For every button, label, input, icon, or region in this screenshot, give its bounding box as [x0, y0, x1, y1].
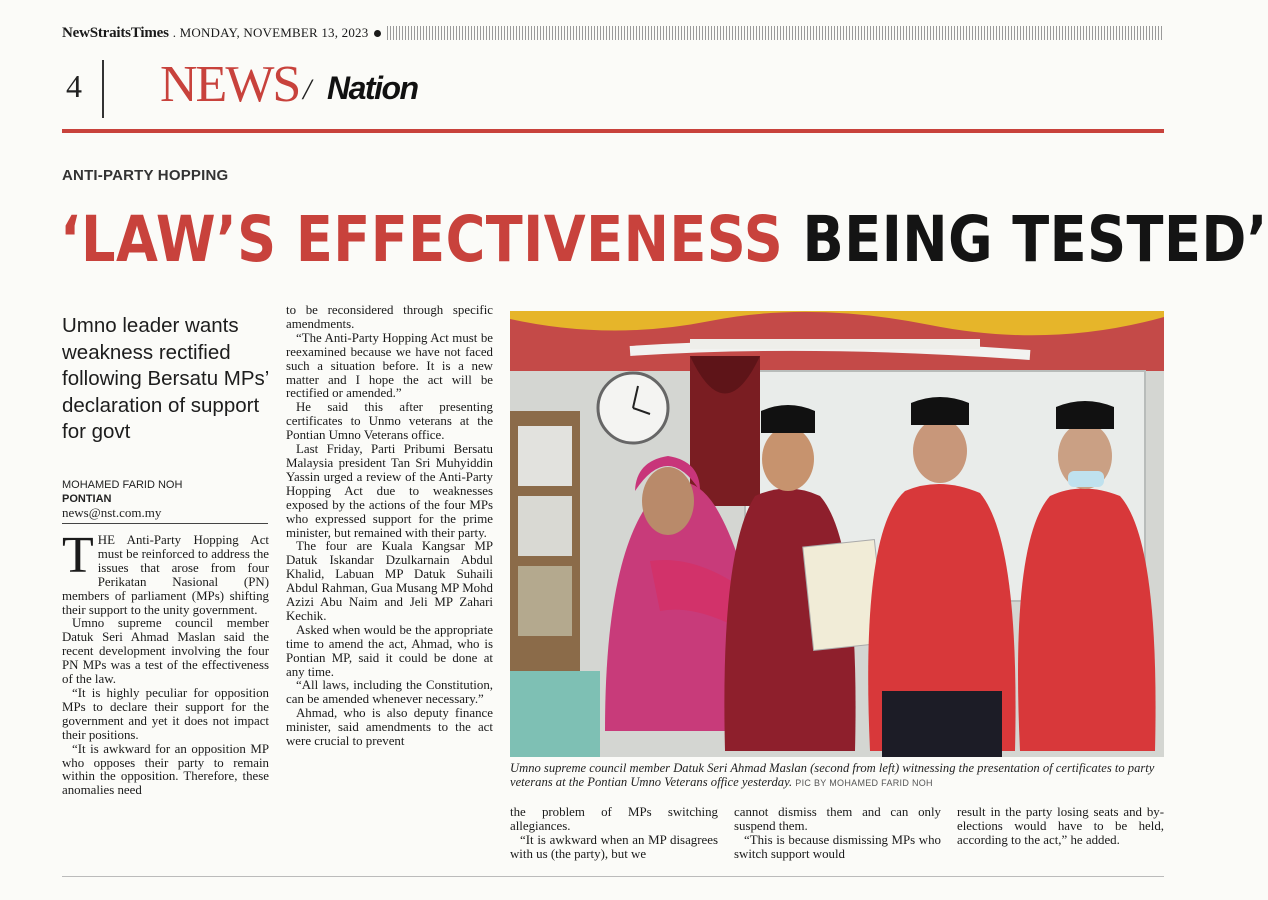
- paragraph: the problem of MPs switching allegiances.: [510, 805, 718, 833]
- paragraph: “This is because dismissing MPs who switch support would: [734, 832, 941, 861]
- article-column-1: [62, 527, 269, 798]
- paragraph: result in the party losing seats and by-elections would have to be held, according to the act,” he added.: [957, 805, 1164, 847]
- masthead-hatch-rule: [387, 26, 1164, 40]
- headline-black-part: BEING TESTED’: [802, 203, 1268, 276]
- section-slash: /: [303, 73, 312, 106]
- drop-cap: T: [62, 527, 94, 584]
- article-column-5: [957, 806, 1164, 848]
- section-rule: [62, 129, 1164, 133]
- masthead-dot: [374, 30, 381, 37]
- subsection-title: Nation: [327, 70, 418, 106]
- paragraph: “It is highly peculiar for opposition MPs to declare their support for the government and yet it does not impact their positions.: [62, 685, 269, 742]
- article-kicker: ANTI-PARTY HOPPING: [62, 167, 229, 184]
- paragraph: Asked when would be the appropriate time to amend the act, Ahmad, who is Pontian MP, said it could be done at any time.: [286, 622, 493, 679]
- section-title: NEWS: [160, 56, 300, 113]
- paragraph: “All laws, including the Constitution, can be amended whenever necessary.”: [286, 678, 493, 707]
- article-column-2: [286, 304, 493, 749]
- page-bottom-rule: [62, 876, 1164, 877]
- paragraph: “It is awkward when an MP disagrees with us (the party), but we: [510, 832, 718, 861]
- paragraph: THE Anti-Party Hopping Act must be reinforced to address the issues that arose from four Perikatan Nasional (PN) members of parliament (MPs) shifting their support to the unity government.: [62, 527, 269, 617]
- photo-caption: [510, 761, 1164, 790]
- byline-author: MOHAMED FARID NOH: [62, 479, 183, 491]
- photo-illustration: [510, 311, 1164, 757]
- byline-rule: [62, 523, 268, 524]
- byline-location: PONTIAN: [62, 493, 112, 505]
- article-photo: [510, 311, 1164, 757]
- paragraph: to be reconsidered through specific amendments.: [286, 303, 493, 331]
- page-number-divider: [102, 60, 104, 118]
- paragraph: “It is awkward for an opposition MP who opposes their party to remain within the opposition. Therefore, these anomalies need: [62, 741, 269, 798]
- issue-date: . MONDAY, NOVEMBER 13, 2023: [172, 25, 369, 40]
- paragraph: Ahmad, who is also deputy finance minister, said amendments to the act were crucial to prevent: [286, 706, 493, 749]
- photo-credit: PIC BY MOHAMED FARID NOH: [795, 778, 933, 788]
- masthead: [62, 24, 1164, 42]
- headline-red-part: ‘LAW’S EFFECTIVENESS: [60, 203, 784, 276]
- article-column-4: [734, 806, 941, 862]
- paragraph: The four are Kuala Kangsar MP Datuk Iskandar Dzulkarnain Abdul Khalid, Labuan MP Datuk Suhaili Abdul Rahman, Gua Musang MP Mohd Azizi Abu Naim and Jeli MP Zahari Kechik.: [286, 539, 493, 623]
- newspaper-name: NewStraitsTimes: [62, 24, 169, 41]
- caption-text: Umno supreme council member Datuk Seri Ahmad Maslan (second from left) witnessing the presentation of certificates to party veterans at the Pontian Umno Veterans office yesterday.: [510, 761, 1155, 789]
- byline-email[interactable]: news@nst.com.my: [62, 505, 162, 520]
- article-deck: Umno leader wants weakness rectified following Bersatu MPs’ declaration of support for govt: [62, 314, 269, 443]
- article-headline: [60, 196, 1268, 284]
- paragraph: Umno supreme council member Datuk Seri Ahmad Maslan said the recent development involving the four PN MPs was a test of the effectiveness of the law.: [62, 616, 269, 687]
- article-column-3: [510, 806, 718, 862]
- paragraph: He said this after presenting certificates to Unmo veterans at the Pontian Umno Veterans office.: [286, 400, 493, 443]
- page-number: 4: [66, 68, 82, 104]
- byline: [62, 478, 182, 520]
- paragraph: Last Friday, Parti Pribumi Bersatu Malaysia president Tan Sri Muhyiddin Yassin urged a review of the Anti-Party Hopping Act due to weaknesses exposed by the actions of the four MPs who expressed support for the prime minister, but remained with their party.: [286, 442, 493, 540]
- paragraph: cannot dismiss them and can only suspend them.: [734, 805, 941, 833]
- paragraph: “The Anti-Party Hopping Act must be reexamined because we have not faced such a situation before. It is a new matter and I hope the act will be rectified or amended.”: [286, 330, 493, 401]
